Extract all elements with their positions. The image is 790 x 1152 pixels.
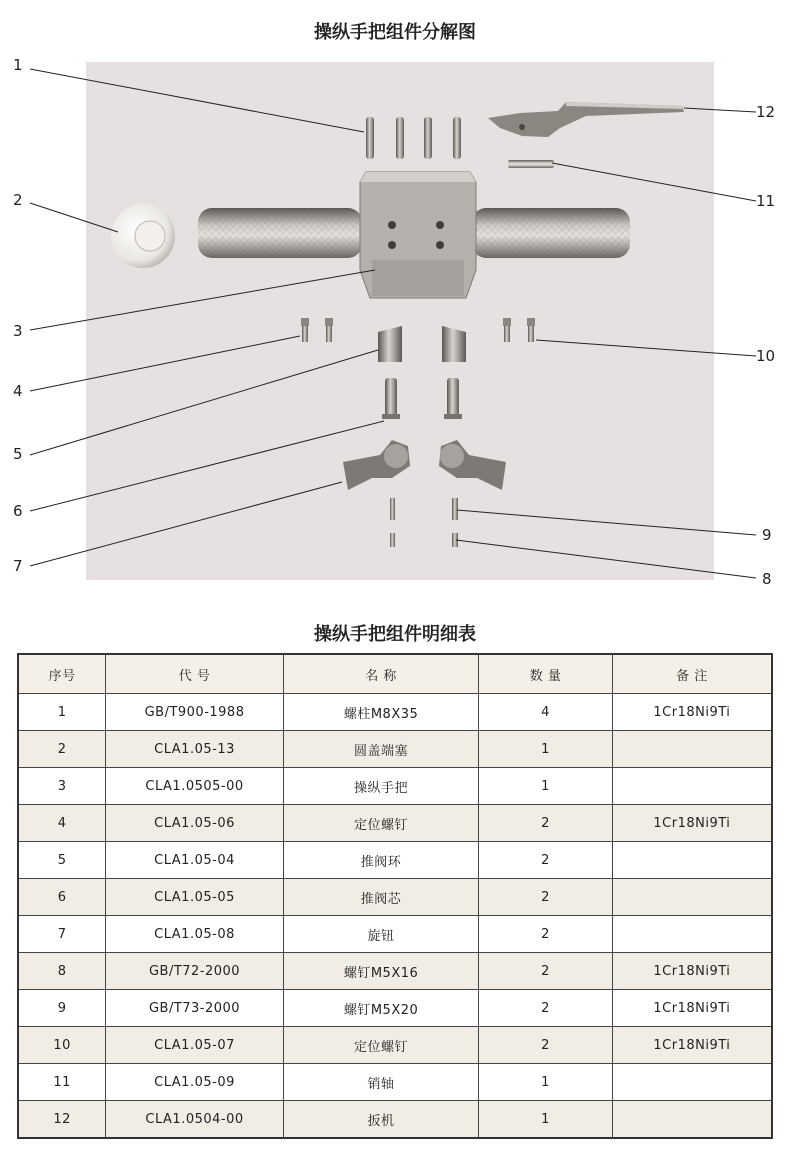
table-row — [18, 805, 772, 842]
cell-code: CLA1.05-06 — [106, 805, 284, 842]
table-row — [18, 694, 772, 731]
cell-code: CLA1.05-13 — [106, 731, 284, 768]
cell-note: 1Cr18Ni9Ti — [612, 694, 772, 731]
cell-code: CLA1.0504-00 — [106, 1101, 284, 1139]
cell-qty: 2 — [479, 953, 613, 990]
cell-code: CLA1.05-04 — [106, 842, 284, 879]
header-code: 代 号 — [106, 654, 284, 694]
table-title: 操纵手把组件明细表 — [314, 624, 476, 645]
cell-code: GB/T900-1988 — [106, 694, 284, 731]
table-row — [18, 731, 772, 768]
cell-no: 12 — [18, 1101, 106, 1139]
table-row — [18, 1101, 772, 1139]
cell-no: 8 — [18, 953, 106, 990]
cell-no: 7 — [18, 916, 106, 953]
cell-qty: 1 — [479, 1101, 613, 1139]
cell-code: GB/T72-2000 — [106, 953, 284, 990]
table-row — [18, 990, 772, 1027]
callout-7: 7 — [13, 557, 23, 575]
cell-code: CLA1.05-07 — [106, 1027, 284, 1064]
table-row — [18, 916, 772, 953]
callout-6: 6 — [13, 502, 23, 520]
table-row — [18, 953, 772, 990]
cell-note — [612, 768, 772, 805]
header-qty: 数 量 — [479, 654, 613, 694]
cell-note — [612, 731, 772, 768]
table-row — [18, 1064, 772, 1101]
cell-name: 定位螺钉 — [283, 805, 478, 842]
callout-11: 11 — [756, 192, 776, 210]
cell-qty: 2 — [479, 1027, 613, 1064]
callout-10: 10 — [756, 347, 776, 365]
cell-note — [612, 1064, 772, 1101]
cell-name: 螺钉M5X20 — [283, 990, 478, 1027]
cell-no: 11 — [18, 1064, 106, 1101]
cell-name: 操纵手把 — [283, 768, 478, 805]
callout-1: 1 — [13, 56, 23, 74]
cell-name: 推阀环 — [283, 842, 478, 879]
cell-name: 销轴 — [283, 1064, 478, 1101]
cell-no: 2 — [18, 731, 106, 768]
cell-note — [612, 842, 772, 879]
cell-note — [612, 879, 772, 916]
cell-qty: 1 — [479, 1064, 613, 1101]
callout-2: 2 — [13, 191, 23, 209]
dome-end-plug-part-2 — [111, 204, 175, 268]
table-row — [18, 879, 772, 916]
cell-name: 螺钉M5X16 — [283, 953, 478, 990]
cell-name: 螺柱M8X35 — [283, 694, 478, 731]
callout-8: 8 — [762, 570, 772, 588]
cell-name: 旋钮 — [283, 916, 478, 953]
cell-code: CLA1.05-05 — [106, 879, 284, 916]
cell-name: 推阀芯 — [283, 879, 478, 916]
header-note: 备 注 — [612, 654, 772, 694]
cell-name: 圆盖端塞 — [283, 731, 478, 768]
cell-qty: 2 — [479, 990, 613, 1027]
cell-no: 6 — [18, 879, 106, 916]
cell-code: CLA1.0505-00 — [106, 768, 284, 805]
callout-4: 4 — [13, 382, 23, 400]
table-row — [18, 842, 772, 879]
parts-list-table — [17, 653, 773, 1139]
table-header-row — [18, 654, 772, 694]
cell-note — [612, 1101, 772, 1139]
cell-note: 1Cr18Ni9Ti — [612, 1027, 772, 1064]
cell-code: CLA1.05-09 — [106, 1064, 284, 1101]
cell-name: 定位螺钉 — [283, 1027, 478, 1064]
cell-note: 1Cr18Ni9Ti — [612, 990, 772, 1027]
table-row — [18, 1027, 772, 1064]
cell-qty: 2 — [479, 916, 613, 953]
header-name: 名 称 — [283, 654, 478, 694]
cell-note: 1Cr18Ni9Ti — [612, 953, 772, 990]
cell-no: 9 — [18, 990, 106, 1027]
table-row — [18, 768, 772, 805]
cell-no: 4 — [18, 805, 106, 842]
callout-5: 5 — [13, 445, 23, 463]
diagram-title: 操纵手把组件分解图 — [314, 22, 476, 43]
cell-qty: 1 — [479, 731, 613, 768]
cell-qty: 1 — [479, 768, 613, 805]
cell-note — [612, 916, 772, 953]
cell-no: 1 — [18, 694, 106, 731]
header-seq: 序号 — [18, 654, 106, 694]
cell-no: 3 — [18, 768, 106, 805]
cell-note: 1Cr18Ni9Ti — [612, 805, 772, 842]
callout-3: 3 — [13, 322, 23, 340]
cell-qty: 2 — [479, 879, 613, 916]
callout-12: 12 — [756, 103, 776, 121]
callout-9: 9 — [762, 526, 772, 544]
cell-code: GB/T73-2000 — [106, 990, 284, 1027]
cell-qty: 2 — [479, 842, 613, 879]
cell-code: CLA1.05-08 — [106, 916, 284, 953]
pin-part-11 — [508, 160, 554, 168]
cell-no: 5 — [18, 842, 106, 879]
cell-qty: 4 — [479, 694, 613, 731]
cell-no: 10 — [18, 1027, 106, 1064]
cell-qty: 2 — [479, 805, 613, 842]
cell-name: 扳机 — [283, 1101, 478, 1139]
